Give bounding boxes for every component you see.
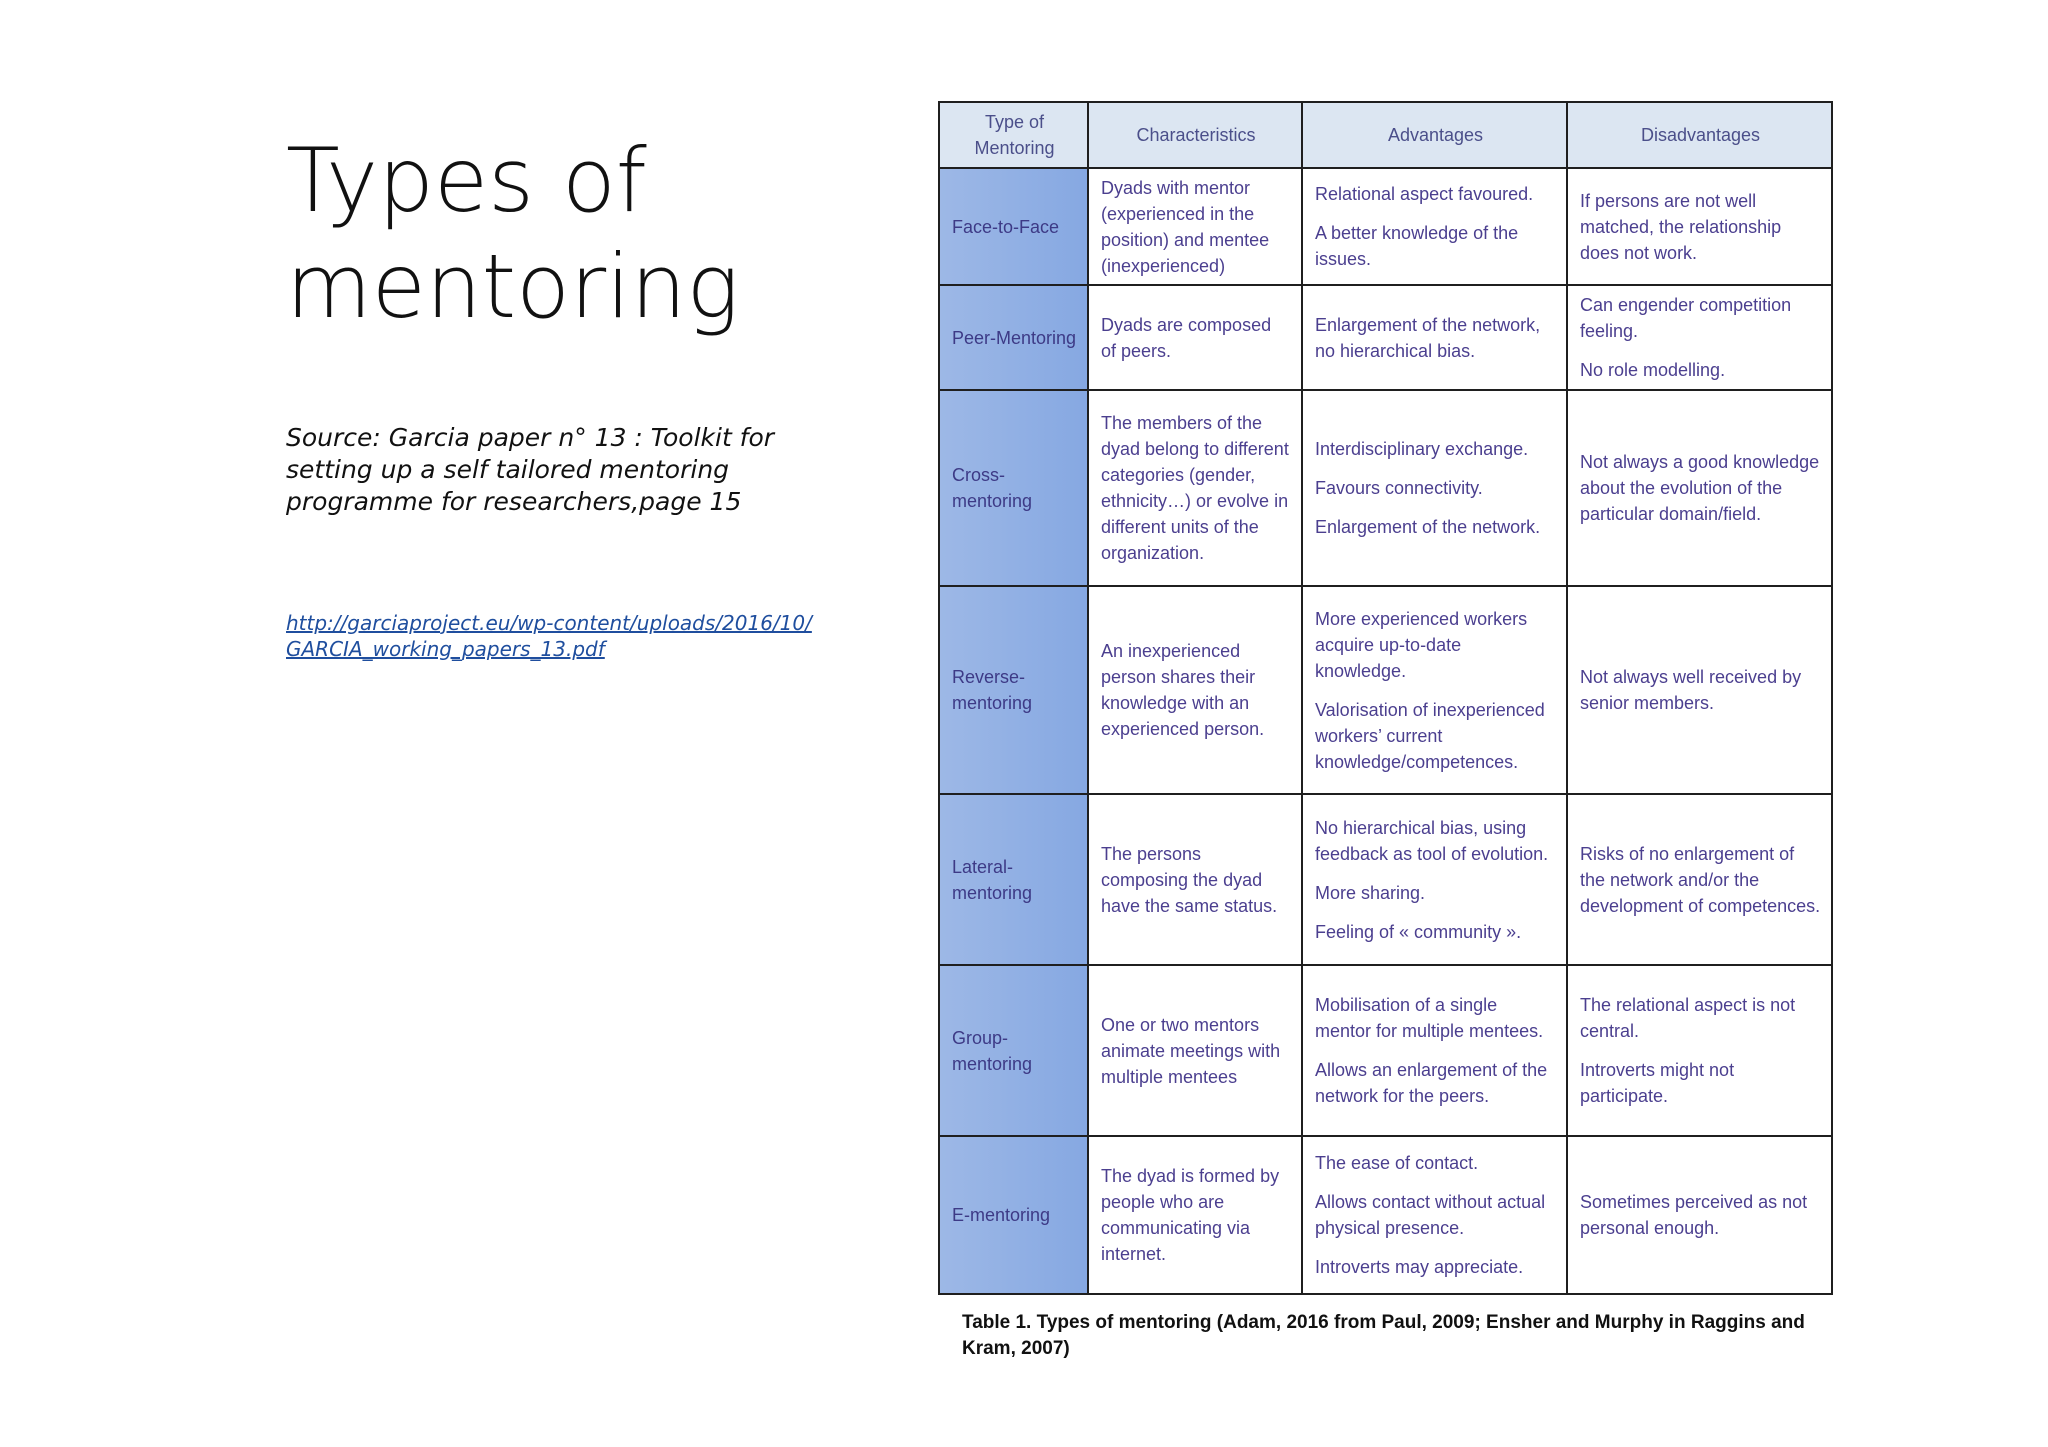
table-row [939, 965, 1832, 1136]
characteristics-text: The dyad is formed by people who are communicating via internet. [1101, 1166, 1280, 1264]
table-row [939, 168, 1832, 285]
characteristics-cell [1088, 794, 1302, 965]
header-disadvantages: Disadvantages [1567, 102, 1832, 168]
disadvantages-cell [1567, 285, 1832, 390]
advantages-text: Valorisation of inexperienced workers’ current knowledge/competences. [1315, 699, 1545, 772]
disadvantages-text: Not always well received by senior members. [1580, 667, 1802, 713]
disadvantages-cell [1567, 965, 1832, 1136]
table-row [939, 390, 1832, 586]
advantages-text: The ease of contact. [1315, 1153, 1479, 1173]
advantages-text: Favours connectivity. [1315, 478, 1483, 498]
advantages-cell [1302, 1136, 1567, 1294]
disadvantages-text: Risks of no enlargement of the network and/or the development of competences. [1580, 843, 1821, 916]
disadvantages-text: Not always a good knowledge about the evolution of the particular domain/field. [1580, 452, 1820, 524]
advantages-text: Relational aspect favoured. [1315, 184, 1534, 204]
advantages-text: No hierarchical bias, using feedback as tool of evolution. [1315, 817, 1549, 864]
characteristics-cell [1088, 285, 1302, 390]
characteristics-cell [1088, 168, 1302, 285]
mentoring-type-cell: Group-mentoring [939, 965, 1088, 1136]
mentoring-type-cell: Reverse-mentoring [939, 586, 1088, 794]
characteristics-cell [1088, 965, 1302, 1136]
mentoring-type-cell: Lateral-mentoring [939, 794, 1088, 965]
advantages-text: Enlargement of the network. [1315, 517, 1541, 537]
advantages-cell [1302, 586, 1567, 794]
disadvantages-cell [1567, 586, 1832, 794]
advantages-cell [1302, 965, 1567, 1136]
table-caption: Table 1. Types of mentoring (Adam, 2016 from Paul, 2009; Ensher and Murphy in Raggins and Kram, 2007) [962, 1312, 1805, 1359]
mentoring-types-table [938, 101, 1833, 1295]
advantages-text: Introverts may appreciate. [1315, 1257, 1524, 1277]
characteristics-text: Dyads with mentor (experienced in the position) and mentee (inexperienced) [1101, 177, 1270, 276]
table-header-row [939, 102, 1832, 168]
advantages-text: Interdisciplinary exchange. [1315, 439, 1529, 459]
source-link[interactable]: http://garciaproject.eu/wp-content/uploads/2016/10/GARCIA_working_papers_13.pdf [286, 611, 812, 661]
advantages-text: Mobilisation of a single mentor for multiple mentees. [1315, 995, 1544, 1041]
header-type: Type of Mentoring [939, 102, 1088, 168]
advantages-cell [1302, 390, 1567, 586]
advantages-text: Feeling of « community ». [1315, 921, 1522, 942]
disadvantages-text: The relational aspect is not central. [1580, 995, 1796, 1041]
advantages-text: Allows an enlargement of the network for the peers. [1315, 1060, 1548, 1106]
disadvantages-text: No role modelling. [1580, 360, 1726, 380]
disadvantages-cell [1567, 168, 1832, 285]
header-advantages: Advantages [1302, 102, 1567, 168]
slide-title: Types of mentoring [286, 129, 740, 338]
characteristics-text: Dyads are composed of peers. [1101, 314, 1272, 361]
disadvantages-text: Can engender competition feeling. [1580, 295, 1792, 341]
characteristics-text: One or two mentors animate meetings with multiple mentees [1101, 1014, 1281, 1087]
advantages-cell [1302, 168, 1567, 285]
table-row [939, 586, 1832, 794]
advantages-cell [1302, 794, 1567, 965]
characteristics-cell [1088, 1136, 1302, 1294]
advantages-text: Allows contact without actual physical presence. [1315, 1192, 1546, 1238]
table-row [939, 794, 1832, 965]
advantages-cell [1302, 285, 1567, 390]
mentoring-type-cell: Cross-mentoring [939, 390, 1088, 586]
table-body [939, 168, 1832, 1294]
characteristics-cell [1088, 586, 1302, 794]
table-row [939, 285, 1832, 390]
characteristics-cell [1088, 390, 1302, 586]
mentoring-type-cell: Face-to-Face [939, 168, 1088, 285]
advantages-text: Enlargement of the network, no hierarchical bias. [1315, 314, 1541, 361]
advantages-text: More experienced workers acquire up-to-date knowledge. [1315, 608, 1528, 681]
mentoring-type-cell: E-mentoring [939, 1136, 1088, 1294]
mentoring-type-cell: Peer-Mentoring [939, 285, 1088, 390]
disadvantages-text: Introverts might not participate. [1580, 1060, 1735, 1106]
disadvantages-cell [1567, 794, 1832, 965]
disadvantages-cell [1567, 1136, 1832, 1294]
disadvantages-cell [1567, 390, 1832, 586]
advantages-text: More sharing. [1315, 882, 1426, 903]
source-citation: Source: Garcia paper n° 13 : Toolkit for setting up a self tailored mentoring programme for researchers,page 15 [286, 423, 775, 516]
advantages-text: A better knowledge of the issues. [1315, 223, 1519, 269]
table-row [939, 1136, 1832, 1294]
disadvantages-text: If persons are not well matched, the relationship does not work. [1580, 190, 1782, 263]
characteristics-text: The persons composing the dyad have the same status. [1101, 843, 1278, 916]
header-characteristics: Characteristics [1088, 102, 1302, 168]
characteristics-text: The members of the dyad belong to different categories (gender, ethnicity…) or evolve in different units of the organization. [1101, 413, 1289, 563]
characteristics-text: An inexperienced person shares their knowledge with an experienced person. [1101, 641, 1265, 739]
disadvantages-text: Sometimes perceived as not personal enough. [1580, 1192, 1808, 1238]
